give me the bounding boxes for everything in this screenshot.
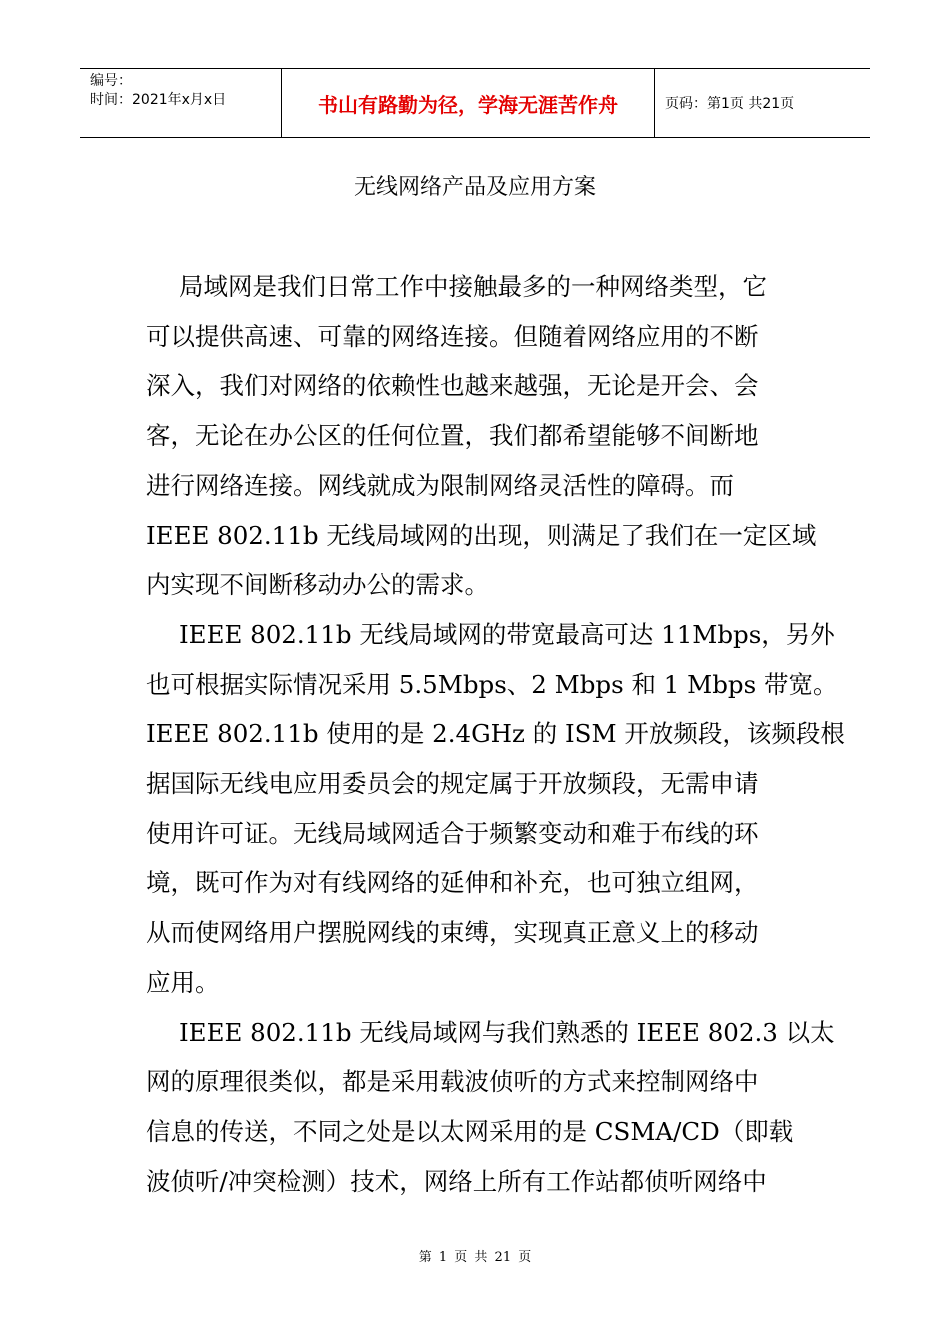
text-line: 据国际无线电应用委员会的规定属于开放频段，无需申请 <box>146 769 759 799</box>
text-line: 信息的传送，不同之处是以太网采用的是 CSMA/CD（即载 <box>146 1116 794 1146</box>
text-line: IEEE 802.11b 使用的是 2.4GHz 的 ISM 开放频段，该频段根 <box>146 719 845 749</box>
text-line: 境，既可作为对有线网络的延伸和补充，也可独立组网， <box>146 868 759 898</box>
text-line: IEEE 802.11b 无线局域网的带宽最高可达 11Mbps，另外 <box>179 619 835 649</box>
text-line: 深入，我们对网络的依赖性也越来越强，无论是开会、会 <box>146 371 759 401</box>
text-line: 可以提供高速、可靠的网络连接。但随着网络应用的不断 <box>146 321 759 351</box>
text-line: 从而使网络用户摆脱网线的束缚，实现真正意义上的移动 <box>146 918 759 948</box>
text-line: 进行网络连接。网线就成为限制网络灵活性的障碍。而 <box>146 470 734 500</box>
header-page-label: 页码：第1页 共21页 <box>665 96 795 112</box>
text-line: IEEE 802.11b 无线局域网的出现，则满足了我们在一定区域 <box>146 520 817 550</box>
document-body <box>146 262 845 1206</box>
page-footer: 第 1 页 共 21 页 <box>418 1250 532 1265</box>
text-line: 波侦听/冲突检测）技术，网络上所有工作站都侦听网络中 <box>146 1166 767 1196</box>
paragraph-3 <box>146 1008 835 1207</box>
header-meta-cell <box>80 69 282 137</box>
text-line: 使用许可证。无线局域网适合于频繁变动和难于布线的环 <box>146 818 759 848</box>
paragraph-2 <box>146 610 845 1008</box>
text-line: 客，无论在办公区的任何位置，我们都希望能够不间断地 <box>146 421 759 451</box>
text-line: 网的原理很类似，都是采用载波侦听的方式来控制网络中 <box>146 1067 759 1097</box>
paragraph-1 <box>146 262 816 610</box>
text-line: 应用。 <box>146 967 220 997</box>
header-motto: 书山有路勤为径，学海无涯苦作舟 <box>282 69 655 137</box>
header-table <box>80 68 870 138</box>
text-line: IEEE 802.11b 无线局域网与我们熟悉的 IEEE 802.3 以太 <box>179 1017 835 1047</box>
text-line: 局域网是我们日常工作中接触最多的一种网络类型，它 <box>179 272 767 301</box>
text-line: 也可根据实际情况采用 5.5Mbps、2 Mbps 和 1 Mbps 带宽。 <box>146 669 838 699</box>
document-title: 无线网络产品及应用方案 <box>353 175 596 200</box>
document-date-label: 时间：2021年x月x日 <box>90 92 227 108</box>
text-line: 内实现不间断移动办公的需求。 <box>146 570 489 600</box>
document-number-label: 编号： <box>90 73 132 89</box>
